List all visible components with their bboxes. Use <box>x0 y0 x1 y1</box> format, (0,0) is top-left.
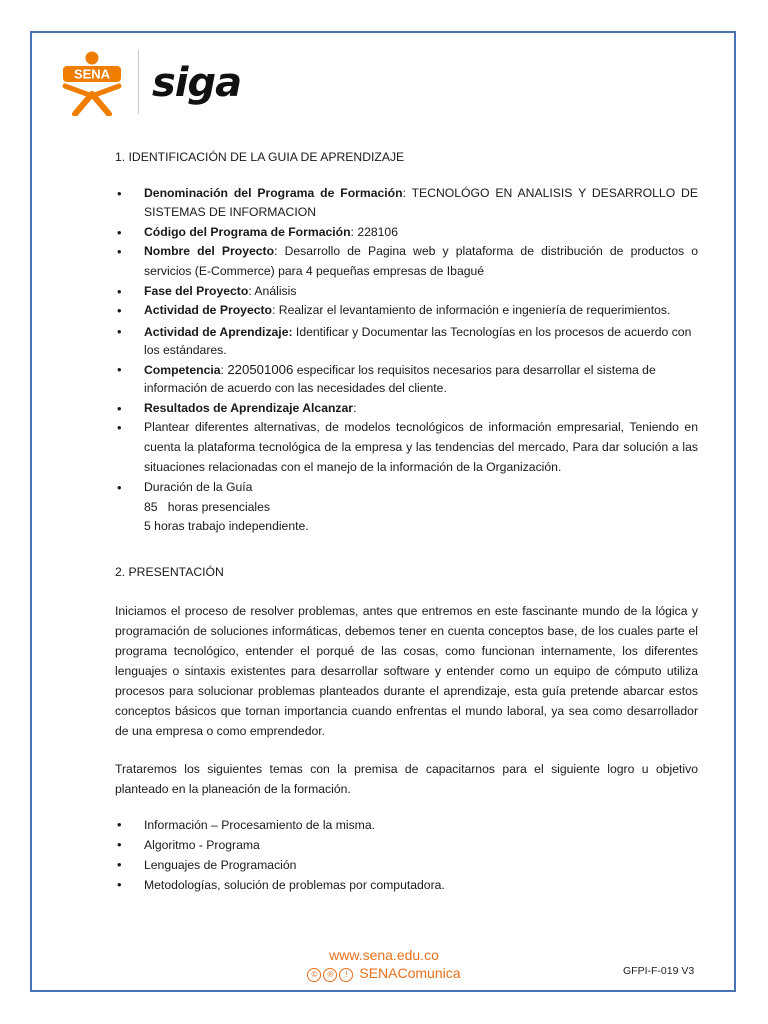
item-label: Competencia <box>144 362 221 377</box>
item-label: Denominación del Programa de Formación <box>144 185 403 200</box>
item-value: : Realizar el levantamiento de información e ingeniería de requerimientos. <box>272 303 671 318</box>
siga-logo <box>150 58 255 108</box>
footer-website-link[interactable]: www.sena.edu.co <box>329 947 439 963</box>
list-item <box>115 301 698 321</box>
item-value: : TECNOLÓGO EN ANALISIS Y DESARROLLO DE SISTEMAS DE INFORMACION <box>144 185 698 220</box>
item-text: Plantear diferentes alternativas, de modelos tecnológicos de información empresarial, Teniendo en cuenta la plataforma tecnológica de la empresa y las tendencias del mercado, Para dar solución a las situaciones relacionadas con el manejo de la información de la Organización. <box>144 420 698 474</box>
item-label: Fase del Proyecto <box>144 283 249 298</box>
sena-logo-text: SENA <box>73 66 111 82</box>
footer-social-label[interactable]: SENAComunica <box>359 965 461 981</box>
duration-independiente: 5 horas trabajo independiente. <box>144 519 309 534</box>
item-label: Nombre del Proyecto <box>144 244 275 259</box>
attribution-icon: ! <box>339 968 353 982</box>
duration-presencial: 85 horas presenciales <box>144 499 271 514</box>
list-item <box>115 282 698 302</box>
section2-title: 2. PRESENTACIÓN <box>115 564 224 579</box>
item-value: especificar los requisitos necesarios para desarrollar el sistema de información de acuerdo con las necesidades del cliente. <box>144 362 656 395</box>
topics-intro-paragraph: Trataremos los siguientes temas con la premisa de capacitarnos para el siguiente logro u objetivo planteado en la planeación de la formación. <box>115 761 698 796</box>
list-item: • Algoritmo - Programa <box>115 835 698 855</box>
item-label: Código del Programa de Formación <box>144 224 351 239</box>
duration-label: • Duración de la Guía <box>144 480 253 495</box>
topics-list <box>115 815 698 895</box>
siga-logo-text: siga <box>152 60 242 106</box>
list-item <box>115 399 698 419</box>
section1-title: 1. IDENTIFICACIÓN DE LA GUIA DE APRENDIZAJE <box>115 150 405 164</box>
copyright-icon: © <box>307 968 321 982</box>
list-item: • Lenguajes de Programación <box>115 855 698 875</box>
item-value: : Desarrollo de Pagina web y plataforma de distribución de productos o servicios (E-Commerce) para 4 pequeñas empresas de Ibagué <box>144 244 698 278</box>
document-body <box>115 148 698 895</box>
sena-logo <box>61 50 123 116</box>
item-value: Identificar y Documentar las Tecnologías en los procesos de acuerdo con los estándares. <box>144 324 692 357</box>
list-item <box>115 418 698 477</box>
cc-icon: ® <box>323 968 337 982</box>
item-value: : 228106 <box>350 224 398 239</box>
item-value: : Análisis <box>248 283 297 298</box>
competency-code: 220501006 <box>227 361 294 377</box>
identification-list <box>115 184 698 537</box>
list-item <box>115 242 698 281</box>
list-item <box>115 323 698 359</box>
list-item <box>115 478 698 537</box>
list-item <box>115 184 698 223</box>
list-item <box>115 223 698 243</box>
item-value: : <box>353 400 357 415</box>
item-sep: : <box>220 362 228 377</box>
logo-divider <box>138 50 139 114</box>
item-label: Resultados de Aprendizaje Alcanzar <box>144 400 354 415</box>
document-code: GFPI-F-019 V3 <box>623 965 695 977</box>
item-label: Actividad de Aprendizaje: <box>144 324 293 339</box>
list-item: • Metodologías, solución de problemas por computadora. <box>115 875 698 895</box>
list-item <box>115 361 698 397</box>
list-item: • Información – Procesamiento de la misma. <box>115 815 698 835</box>
item-label: Actividad de Proyecto <box>144 303 273 318</box>
presentation-paragraph: Iniciamos el proceso de resolver problemas, antes que entremos en este fascinante mundo de la lógica y programación de soluciones informáticas, debemos tener en cuenta conceptos base, de los cuales parte el programa tecnológico, entender el porqué de las cosas, como funcionan internamente, los diferentes lenguajes o sintaxis existentes para desarrollar software y entender como un equipo de cómputo utiliza procesos para solucionar problemas planteados durante el aprendizaje, esta guía pretende abarcar estos conceptos básicos que tornan importancia cuando enfrentas el mundo laboral, ya sea como desarrollador de una empresa o como emprendedor. <box>115 603 698 738</box>
